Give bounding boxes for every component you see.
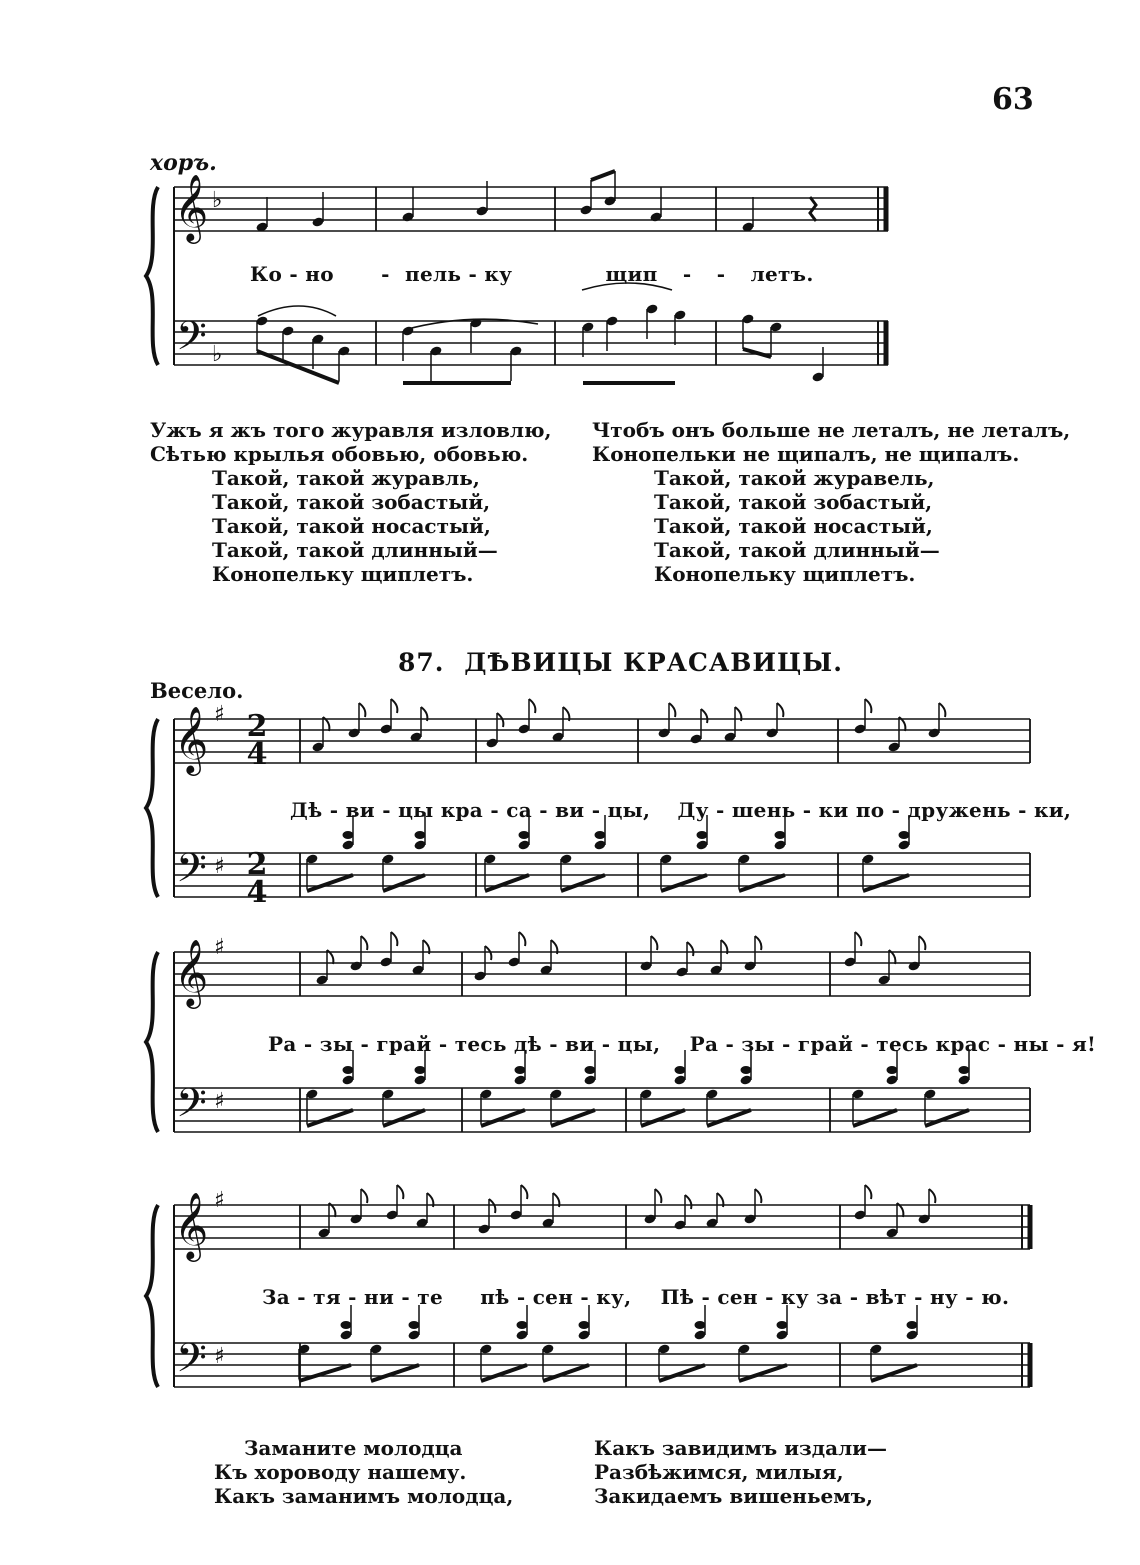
key-flat: ♭ <box>212 188 223 213</box>
bass-clef: 𝄢 <box>176 313 207 369</box>
staff-87-bass <box>174 1088 1030 1132</box>
note-head <box>517 1321 528 1329</box>
note-head <box>887 1066 898 1074</box>
lyrics-line-1: Дѣ - ви - цы кра - са - ви - цы, Ду - шень - ки по - дружень - ки, <box>290 798 1072 822</box>
note-flag <box>489 1199 495 1213</box>
note-flag <box>929 1189 935 1203</box>
time-signature-bass: 2 4 <box>246 847 268 910</box>
note-flag <box>391 699 397 713</box>
note-beam <box>383 1110 425 1126</box>
note-beam <box>551 1110 595 1126</box>
lyrics-prev: Ко - но - пель - ку щип - - летъ. <box>250 262 814 286</box>
note-flag <box>391 932 397 946</box>
system-brace <box>146 1205 158 1387</box>
note-head <box>585 1066 596 1074</box>
note-beam <box>307 1110 353 1126</box>
note-flag <box>919 936 925 950</box>
note-flag <box>485 946 491 960</box>
note-flag <box>361 1189 367 1203</box>
note-beam <box>257 351 339 383</box>
note-flag <box>755 936 761 950</box>
note-beam <box>481 1110 525 1126</box>
staff-87-treble <box>174 952 1030 996</box>
note-head <box>695 1321 706 1329</box>
tempo-marking: Весело. <box>150 678 244 703</box>
note-beam <box>591 171 615 180</box>
note-flag <box>397 1185 403 1199</box>
note-head <box>675 1066 686 1074</box>
note-head <box>697 831 708 839</box>
note-flag <box>777 703 783 717</box>
treble-clef: 𝄞 <box>174 705 209 773</box>
note-head <box>343 831 354 839</box>
note-head <box>595 831 606 839</box>
note-flag <box>855 932 861 946</box>
treble-clef: 𝄞 <box>174 173 209 241</box>
time-signature-treble: 2 4 <box>246 709 268 772</box>
note-beam <box>641 1110 685 1126</box>
note-flag <box>497 713 503 727</box>
note-flag <box>655 1189 661 1203</box>
note-beam <box>707 1110 751 1126</box>
key-sharp: ♯ <box>214 1089 225 1114</box>
slur <box>258 306 336 316</box>
bass-clef: 𝄢 <box>176 845 207 901</box>
note-flag <box>687 942 693 956</box>
bass-clef: 𝄢 <box>176 1080 207 1136</box>
note-head <box>415 831 426 839</box>
system-brace <box>146 719 158 897</box>
note-beam <box>871 1365 917 1381</box>
verse-prev-right: Чтобъ онъ больше не леталъ, не леталъ, Конопельки не щипалъ, не щипалъ. Такой, такой журавель, Такой, такой зобастый, Такой, такой носастый, Такой, такой длинный— Конопельку щиплетъ. <box>592 418 1071 586</box>
system-brace <box>146 187 158 365</box>
key-sharp: ♯ <box>214 1188 225 1213</box>
note-beam <box>739 1365 787 1381</box>
treble-clef: 𝄞 <box>174 938 209 1006</box>
note-beam <box>299 1365 351 1381</box>
note-flag <box>669 703 675 717</box>
note-flag <box>865 1185 871 1199</box>
note-beam <box>863 875 909 891</box>
note-beam <box>383 875 425 891</box>
note-flag <box>939 703 945 717</box>
note-flag <box>701 709 707 723</box>
verse-87-left: Заманите молодца Къ хороводу нашему. Какъ заманимъ молодца, <box>214 1436 514 1508</box>
key-sharp: ♯ <box>214 1344 225 1369</box>
system-brace <box>146 952 158 1132</box>
note-flag <box>865 699 871 713</box>
verse-prev-left: Ужъ я жъ того журавля изловлю, Сѣтью крылья обовью, обовью. Такой, такой журавль, Такой, такой зобастый, Такой, такой носастый, Такой, такой длинный— Конопельку щиплетъ. <box>150 418 552 586</box>
note-head <box>409 1321 420 1329</box>
note-beam <box>739 875 785 891</box>
page-number: 63 <box>992 82 1034 117</box>
key-sharp: ♯ <box>214 854 225 879</box>
note-head <box>519 831 530 839</box>
note-beam <box>561 875 605 891</box>
note-beam <box>371 1365 419 1381</box>
note-flag <box>521 1185 527 1199</box>
note-flag <box>519 932 525 946</box>
note-beam <box>743 349 771 357</box>
song-title-text: ДѢВИЦЫ КРАСАВИЦЫ. <box>464 648 843 677</box>
note-head <box>899 831 910 839</box>
bass-clef: 𝄢 <box>176 1335 207 1391</box>
note-flag <box>359 703 365 717</box>
note-flag <box>755 1189 761 1203</box>
verse-87-right: Какъ завидимъ издали— Разбѣжимся, милыя, Закидаемъ вишеньемъ, <box>594 1436 888 1508</box>
note-beam <box>485 875 529 891</box>
note-beam <box>307 875 353 891</box>
staff-87-treble <box>174 1205 1030 1249</box>
staff-prev-treble <box>174 187 888 231</box>
part-label-chorus: хоръ. <box>150 150 217 176</box>
note-beam <box>659 1365 705 1381</box>
note-flag <box>361 936 367 950</box>
lyrics-line-2: Ра - зы - грай - тесь дѣ - ви - цы, Ра - зы - грай - тесь крас - ны - я! <box>268 1032 1097 1056</box>
note-head <box>907 1321 918 1329</box>
note-beam <box>481 1365 527 1381</box>
note-head <box>579 1321 590 1329</box>
note-beam <box>543 1365 589 1381</box>
key-sharp: ♯ <box>214 702 225 727</box>
note-head <box>343 1066 354 1074</box>
note-head <box>959 1066 970 1074</box>
note-flag <box>651 936 657 950</box>
key-sharp: ♯ <box>214 935 225 960</box>
note-beam <box>853 1110 897 1126</box>
treble-clef: 𝄞 <box>174 1191 209 1259</box>
note-head <box>777 1321 788 1329</box>
song-number: 87. <box>398 648 445 677</box>
staff-87-treble <box>174 719 1030 763</box>
lyrics-line-3: За - тя - ни - те пѣ - сен - ку, Пѣ - сен - ку за - вѣт - ну - ю. <box>262 1285 1010 1309</box>
note-head <box>341 1321 352 1329</box>
note-head <box>515 1066 526 1074</box>
note-head <box>775 831 786 839</box>
note-beam <box>661 875 707 891</box>
note-head <box>415 1066 426 1074</box>
note-flag <box>685 1195 691 1209</box>
song-title <box>398 648 843 677</box>
note-beam <box>925 1110 969 1126</box>
key-flat: ♭ <box>212 342 223 367</box>
note-head <box>741 1066 752 1074</box>
note-flag <box>529 699 535 713</box>
